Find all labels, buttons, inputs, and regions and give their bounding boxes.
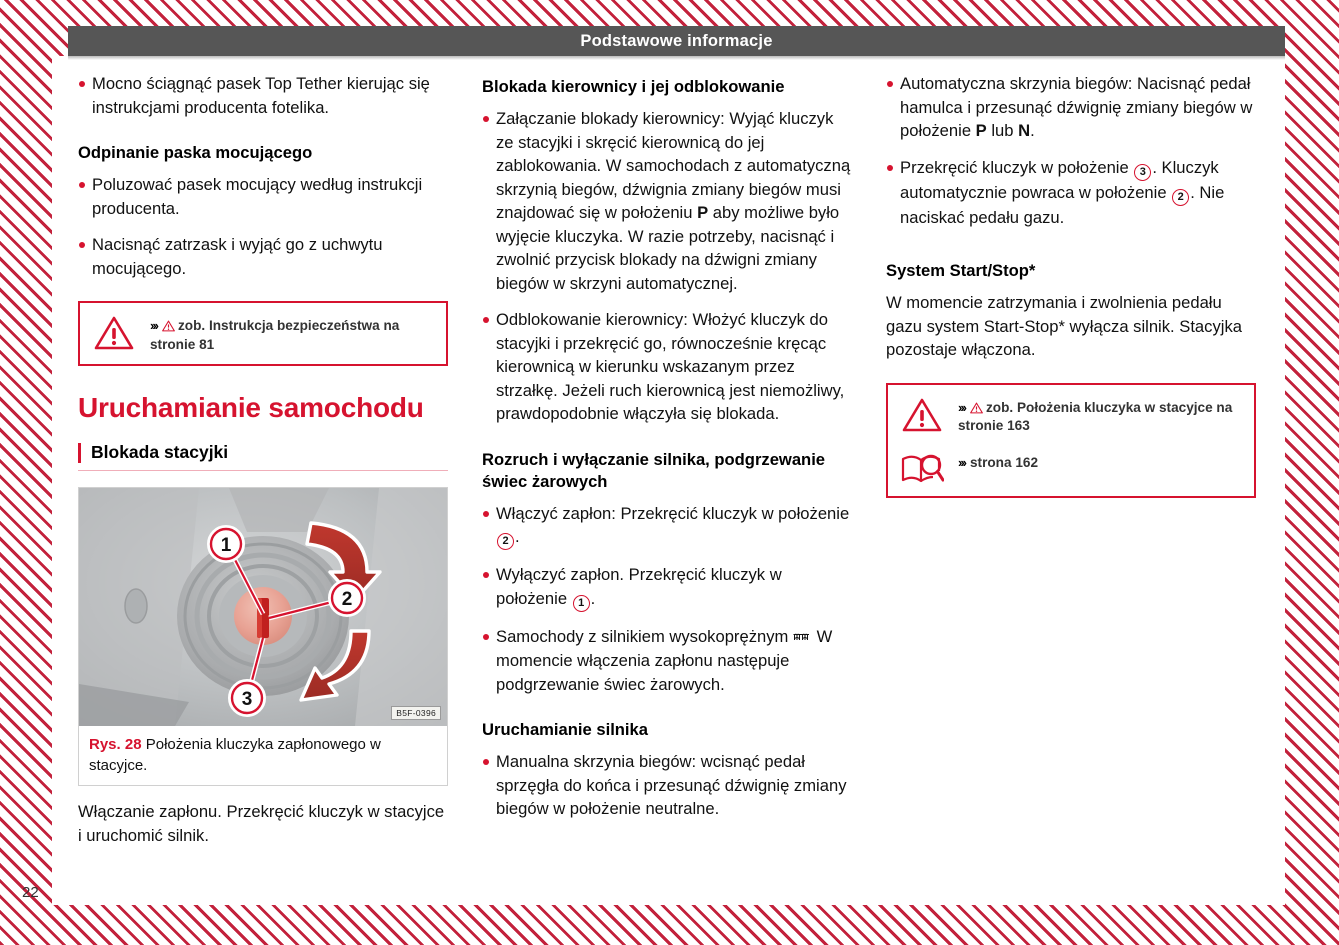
- svg-text:2: 2: [341, 589, 353, 610]
- bullet-wlaczyc-zaplon: [482, 502, 852, 551]
- page-header-title: Podstawowe informacje: [580, 31, 773, 50]
- text-part-b: .: [515, 527, 520, 546]
- column-right: [886, 72, 1256, 498]
- circled-number-1: 1: [573, 595, 590, 612]
- bullet-poluzowac: Poluzować pasek mocujący według instrukcji producenta.: [78, 173, 448, 220]
- heading-odpinanie: Odpinanie paska mocującego: [78, 143, 313, 162]
- reference-text-right: [958, 450, 1038, 473]
- glow-plug-icon: [793, 626, 810, 650]
- figure-caption-text: Położenia kluczyka zapłonowego w stacyjce.: [89, 736, 381, 774]
- chevron-icon: ›››: [958, 454, 965, 470]
- figure-image-ignition-lock: [79, 488, 447, 726]
- text-part-a: Automatyczna skrzynia biegów: Nacisnąć pedał hamulca i przesunąć dźwignię zmiany biegów w położenie: [900, 74, 1253, 140]
- subsection-heading-blokada-stacyjki: [78, 442, 448, 471]
- bullet-przekrecic-kluczyk: [886, 156, 1256, 230]
- warning-text-left: [150, 313, 434, 354]
- warning-row-1: [900, 395, 1242, 436]
- warning-triangle-icon: [900, 395, 944, 433]
- column-middle: [482, 72, 852, 834]
- gear-position-n: N: [1018, 121, 1031, 140]
- text-part-mid: lub: [986, 121, 1019, 140]
- text-part-mid: . Kluczyk automatycznie powraca w położenie: [900, 157, 1219, 202]
- chevron-icon: ›››: [150, 318, 157, 333]
- column-left: [78, 72, 448, 860]
- text-part-b: .: [1030, 121, 1035, 140]
- figure-caption: [79, 726, 447, 785]
- bullet-wylaczyc-zaplon: [482, 563, 852, 612]
- text-part-b: aby możliwe było wyjęcie kluczyka. W razie potrzeby, nacisnąć i zwolnić przycisk blokady na dźwigni zmiany biegów w skrzyni automatycznej.: [496, 203, 840, 293]
- warning-text-content: zob. Instrukcja bezpieczeństwa na stronie 81: [150, 318, 400, 352]
- section-title-uruchamianie: Uruchamianie samochodu: [78, 392, 424, 423]
- figure-image-code: B5F-0396: [391, 706, 441, 720]
- text-part-a: Wyłączyć zapłon. Przekręcić kluczyk w położenie: [496, 565, 782, 608]
- bullet-odblokowanie-kierownicy: Odblokowanie kierownicy: Włożyć kluczyk do stacyjki i przekręcić go, równocześnie kręcąc kierownicą w kierunku wskazanym przez strzałkę. Jeżeli ruch kierownicą jest niemożliwy, prawdopodobnie włączyła się blokada.: [482, 308, 852, 426]
- text-part-a: Włączyć zapłon: Przekręcić kluczyk w położenie: [496, 503, 850, 523]
- warning-box-right: [886, 383, 1256, 498]
- figure-28: [78, 487, 448, 786]
- heading-rozruch: Rozruch i wyłączanie silnika, podgrzewanie świec żarowych: [482, 449, 826, 491]
- text-part-b: W momencie włączenia zapłonu następuje podgrzewanie świec żarowych.: [496, 626, 833, 694]
- bullet-nacisnac: Nacisnąć zatrzask i wyjąć go z uchwytu mocującego.: [78, 233, 448, 280]
- heading-uruchamianie-silnika: Uruchamianie silnika: [482, 720, 649, 739]
- text-part-a: Przekręcić kluczyk w położenie: [900, 157, 1134, 177]
- gear-position-p: P: [697, 203, 709, 222]
- bullet-manualna-skrzynia: Manualna skrzynia biegów: wcisnąć pedał sprzęgła do końca i przesunąć dźwignię zmiany biegów w położenie neutralne.: [482, 750, 852, 821]
- text-part-b: .: [590, 588, 596, 608]
- svg-text:3: 3: [241, 689, 253, 710]
- heading-system-start-stop: System Start/Stop*: [886, 261, 1036, 280]
- inline-warning-triangle-icon: [970, 402, 983, 414]
- bullet-diesel-glow: [482, 625, 852, 697]
- warning-triangle-icon: [92, 313, 136, 351]
- svg-text:1: 1: [220, 535, 232, 556]
- circled-number-3: 3: [1134, 164, 1151, 181]
- circled-number-2: 2: [1172, 189, 1189, 206]
- subsection-heading-label: Blokada stacyjki: [91, 442, 229, 462]
- circled-number-2: 2: [497, 533, 514, 550]
- page-number: 22: [22, 884, 39, 901]
- book-magnifier-icon: [900, 450, 944, 486]
- figure-caption-label: Rys. 28: [89, 736, 142, 753]
- paragraph-wlaczanie-zaplonu: Włączanie zapłonu. Przekręcić kluczyk w stacyjce i uruchomić silnik.: [78, 802, 445, 845]
- bullet-automatyczna-skrzynia: [886, 72, 1256, 143]
- warning-row: [92, 313, 434, 354]
- chevron-icon: ›››: [958, 399, 965, 415]
- text-part-b: . Nie naciskać pedału gazu.: [900, 182, 1225, 227]
- reference-text-content: strona 162: [970, 454, 1039, 470]
- warning-text-content: zob. Położenia kluczyka w stacyjce na stronie 163: [958, 399, 1233, 433]
- paragraph-start-stop: W momencie zatrzymania i zwolnienia pedału gazu system Start-Stop* wyłącza silnik. Stacyjka pozostaje włączona.: [886, 293, 1242, 359]
- bullet-zalaczanie-blokady: [482, 107, 852, 295]
- warning-box-left: [78, 301, 448, 366]
- heading-blokada-kierownicy: Blokada kierownicy i jej odblokowanie: [482, 77, 785, 96]
- gear-position-p: P: [975, 121, 987, 140]
- text-part-a: Samochody z silnikiem wysokoprężnym: [496, 626, 793, 646]
- text-part-a: Załączanie blokady kierownicy: Wyjąć kluczyk ze stacyjki i skręcić kierownicą do jej zablokowania. W samochodach z automatyczną skrzynią biegów, dźwignia zmiany biegów musi znajdować się w położeniu: [496, 109, 851, 222]
- inline-warning-triangle-icon: [162, 320, 175, 332]
- warning-row-2: [900, 450, 1242, 486]
- bullet-top-tether: Mocno ściągnąć pasek Top Tether kierując się instrukcjami producenta fotelika.: [78, 72, 448, 119]
- warning-text-right: [958, 395, 1242, 436]
